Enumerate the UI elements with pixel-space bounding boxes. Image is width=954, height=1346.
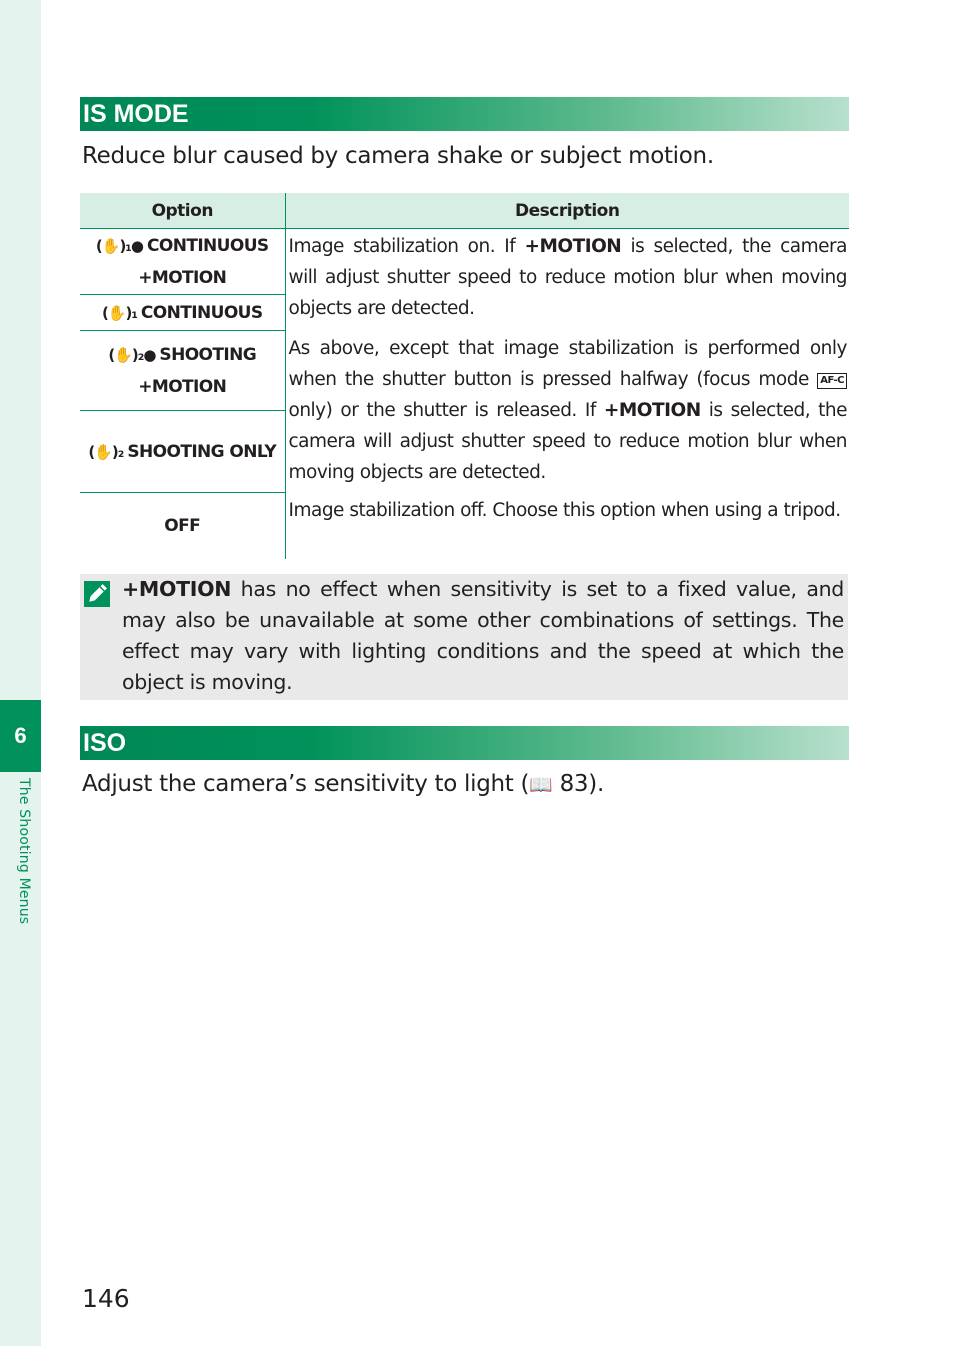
page-number: 146 bbox=[82, 1284, 130, 1313]
is-shooting-icon: (✋)₂ bbox=[88, 442, 124, 461]
table-header-row bbox=[80, 193, 849, 229]
side-strip bbox=[0, 0, 41, 1346]
is-mode-heading: IS MODE bbox=[80, 97, 849, 131]
option-shooting-motion: (✋)₂● SHOOTING +MOTION bbox=[80, 331, 285, 411]
description-off: Image stabilization off. Choose this option when using a tripod. bbox=[288, 499, 841, 521]
chapter-number: 6 bbox=[14, 723, 27, 748]
iso-intro: Adjust the camera’s sensitivity to light (📖 83). bbox=[82, 771, 604, 797]
description-shooting: As above, except that image stabilization is performed only when the shutter button is pressed halfway (focus mode AF-C only) or the shutter is released. If +MOTION is selected, the camera will adjust shutter speed to reduce motion blur when moving objects are detected. bbox=[288, 337, 847, 483]
description-continuous: Image stabilization on. If +MOTION is selected, the camera will adjust shutter speed to reduce motion blur when moving objects are detected. bbox=[288, 236, 847, 319]
is-continuous-icon: (✋)₁ bbox=[101, 303, 137, 322]
note-box bbox=[80, 574, 848, 700]
option-off: OFF bbox=[80, 493, 285, 559]
option-column-header: Option bbox=[80, 193, 285, 229]
option-continuous: (✋)₁ CONTINUOUS bbox=[80, 295, 285, 331]
is-mode-intro: Reduce blur caused by camera shake or subject motion. bbox=[82, 143, 714, 169]
is-continuous-motion-icon: (✋)₁● bbox=[95, 236, 143, 255]
af-c-icon: AF-C bbox=[817, 373, 847, 389]
is-mode-options-table bbox=[80, 193, 849, 559]
table-row bbox=[80, 229, 849, 295]
table-row bbox=[80, 331, 849, 411]
page-reference[interactable]: 83 bbox=[559, 771, 589, 797]
note-pencil-icon bbox=[83, 580, 111, 608]
chapter-tab bbox=[0, 700, 41, 772]
table-row bbox=[80, 493, 849, 559]
description-column-header: Description bbox=[285, 193, 849, 229]
option-shooting-only: (✋)₂ SHOOTING ONLY bbox=[80, 411, 285, 493]
book-ref-icon: 📖 bbox=[529, 774, 553, 796]
chapter-label: The Shooting Menus bbox=[16, 778, 32, 925]
iso-heading: ISO bbox=[80, 726, 849, 760]
is-shooting-motion-icon: (✋)₂● bbox=[108, 345, 156, 364]
option-continuous-motion: (✋)₁● CONTINUOUS +MOTION bbox=[80, 229, 285, 295]
note-text: +MOTION has no effect when sensitivity is set to a fixed value, and may also be unavailable at some other combinations of settings. The effect may vary with lighting conditions and the speed at which the object is moving. bbox=[122, 577, 844, 694]
